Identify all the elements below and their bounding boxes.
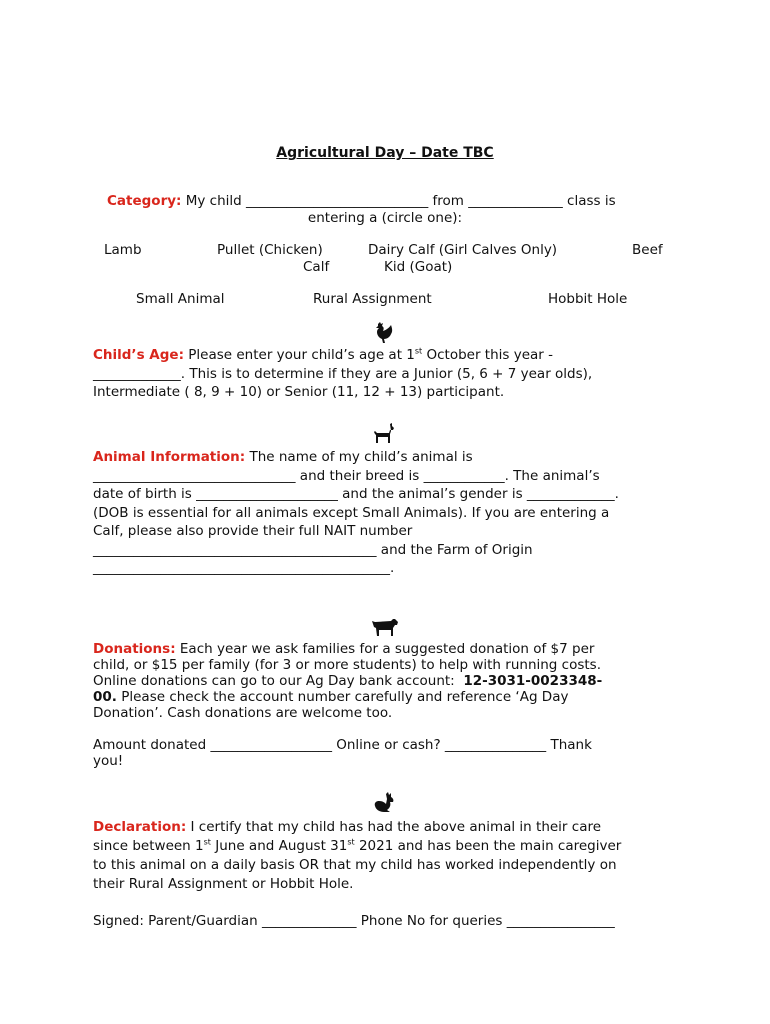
option-lamb[interactable]: Lamb — [104, 242, 142, 258]
category-text-2: entering a (circle one): — [307, 210, 463, 226]
animal-line-5: Calf, please also provide their full NAIT number — [93, 523, 413, 539]
category-line-1 — [107, 193, 616, 209]
goat-icon — [372, 423, 396, 445]
declaration-section — [93, 818, 683, 931]
option-rural-assignment[interactable]: Rural Assignment — [313, 291, 432, 307]
declaration-label: Declaration: — [93, 819, 187, 835]
age-text-1b: October this year - — [426, 347, 554, 363]
donations-line-4 — [93, 689, 683, 705]
donations-text-3a: Online donations can go to our Ag Day bank account: — [93, 673, 455, 689]
animal-line-2: ______________________________ and their breed is ____________. The animal’s — [93, 467, 600, 484]
declaration-line-1 — [93, 818, 683, 837]
age-text-1a: Please enter your child’s age at 1 — [188, 347, 415, 363]
animal-line-4: (DOB is essential for all animals except Small Animals). If you are entering a — [93, 504, 610, 521]
donations-line-2: child, or $15 per family (for 3 or more students) to help with running costs. — [93, 657, 601, 673]
option-pullet[interactable]: Pullet (Chicken) — [217, 242, 323, 258]
amount-line-2: you! — [93, 753, 124, 769]
animal-text-1: The name of my child’s animal is — [249, 449, 473, 465]
option-small-animal[interactable]: Small Animal — [136, 291, 225, 307]
bank-account-number-end: 00. — [93, 689, 117, 705]
declaration-line-4: their Rural Assignment or Hobbit Hole. — [93, 876, 354, 892]
animal-line-3: date of birth is _____________________ and the animal’s gender is _____________. — [93, 486, 619, 502]
signature-line[interactable]: Signed: Parent/Guardian ______________ Phone No for queries ________________ — [93, 913, 615, 929]
age-line-2: _____________. This is to determine if they are a Junior (5, 6 + 7 year olds), — [93, 365, 593, 382]
option-dairy-calf[interactable]: Dairy Calf (Girl Calves Only) — [368, 242, 558, 258]
page-title: Agricultural Day – Date TBC — [276, 145, 494, 161]
option-calf[interactable]: Calf — [303, 259, 330, 275]
amount-line-1: Amount donated __________________ Online or cash? _______________ Thank — [93, 737, 592, 753]
age-text-1-sup: st — [414, 346, 423, 356]
category-label: Category: — [107, 193, 182, 209]
declaration-text-1: I certify that my child has had the above animal in their care — [190, 819, 602, 835]
rabbit-icon — [372, 792, 396, 814]
animal-label: Animal Information: — [93, 449, 246, 465]
donations-line-3 — [93, 673, 683, 689]
declaration-text-2c: 2021 and has been the main caregiver — [358, 838, 622, 854]
declaration-text-2a: since between 1 — [93, 838, 204, 854]
declaration-sup-1: st — [203, 837, 211, 847]
animal-line-6: __________________________________________ and the Farm of Origin — [93, 541, 533, 558]
bank-account-number: 12-3031-0023348- — [463, 673, 603, 689]
animal-line-7: ____________________________________________. — [93, 560, 395, 576]
option-hobbit-hole[interactable]: Hobbit Hole — [548, 291, 628, 307]
animal-line-1 — [93, 448, 683, 467]
donations-line-1 — [93, 641, 683, 657]
cow-icon — [371, 616, 399, 638]
age-section — [93, 346, 683, 402]
category-text-1: My child ___________________________ from ______________ class is — [185, 193, 616, 209]
donations-section — [93, 641, 683, 769]
donations-text-4b: Please check the account number carefully and reference ‘Ag Day — [121, 689, 569, 705]
donations-text-1: Each year we ask families for a suggested donation of $7 per — [179, 641, 595, 657]
declaration-sup-2: st — [347, 837, 355, 847]
rooster-icon — [372, 322, 396, 344]
declaration-line-2 — [93, 837, 683, 856]
age-label: Child’s Age: — [93, 347, 184, 363]
declaration-line-3: to this animal on a daily basis OR that my child has worked independently on — [93, 857, 617, 873]
donations-label: Donations: — [93, 641, 176, 657]
option-kid-goat[interactable]: Kid (Goat) — [384, 259, 453, 275]
option-beef[interactable]: Beef — [632, 242, 663, 258]
donations-line-5: Donation’. Cash donations are welcome too. — [93, 705, 393, 721]
declaration-text-2b: June and August 31 — [215, 838, 348, 854]
age-line-1 — [93, 346, 683, 365]
animal-section — [93, 448, 683, 578]
age-line-3: Intermediate ( 8, 9 + 10) or Senior (11, 12 + 13) participant. — [93, 384, 505, 400]
